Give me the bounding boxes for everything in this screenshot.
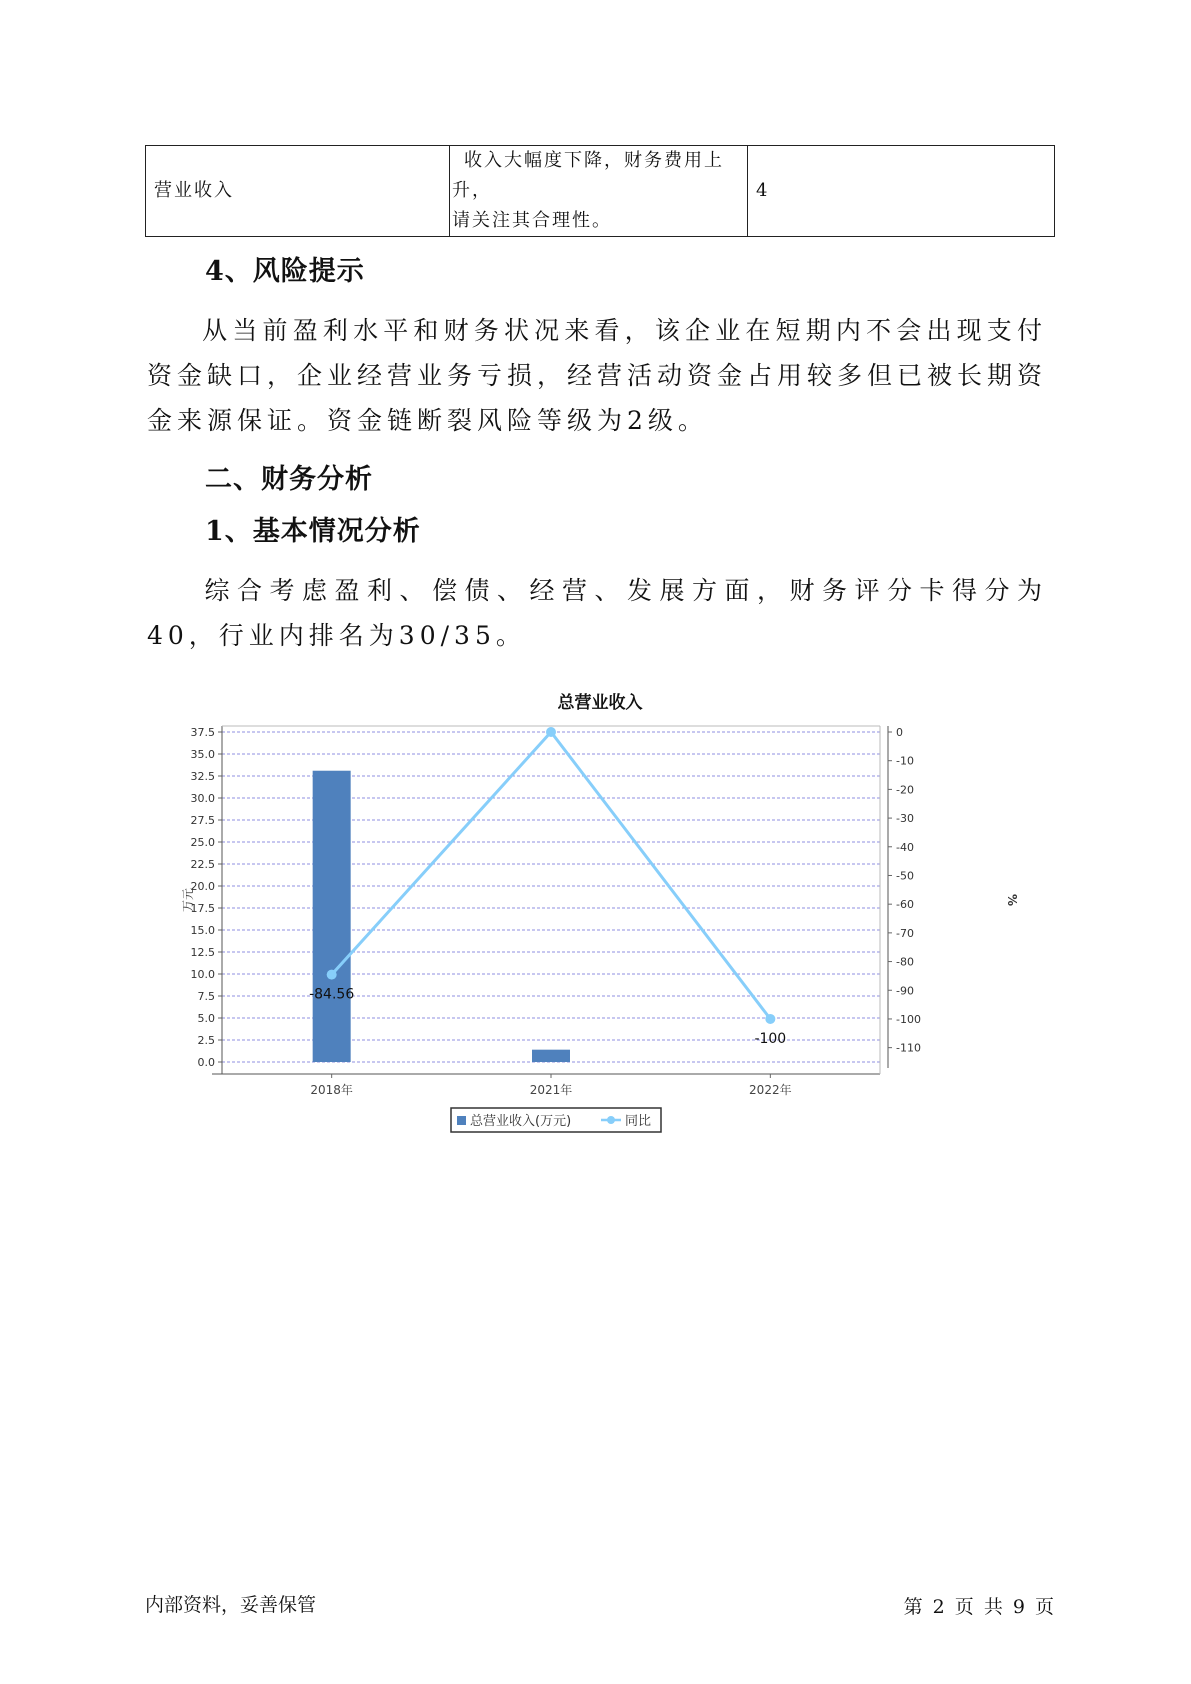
risk-paragraph-text: 从当前盈利水平和财务状况来看，该企业在短期内不会出现支付资金缺口，企业经营业务亏损，经营活动资金占用较多但已被长期资金来源保证。资金链断裂风险等级为2级。 <box>147 316 1048 435</box>
footer-page-number: 第 2 页 共 9 页 <box>903 1596 1056 1618</box>
table-cell-item: 营业收入 <box>146 146 450 237</box>
point-label: -100 <box>754 1030 787 1047</box>
y2-tick-label: -50 <box>896 869 914 883</box>
y-tick-label: 30.0 <box>190 792 215 805</box>
x-tick-label: 2022年 <box>749 1083 792 1097</box>
line-point <box>546 727 556 737</box>
point-label: -84.56 <box>309 986 355 1003</box>
chart-title: 总营业收入 <box>557 693 643 713</box>
bar-series <box>313 771 570 1062</box>
y-tick-label: 27.5 <box>190 814 215 827</box>
line-series <box>327 727 776 1024</box>
bar <box>532 1050 570 1062</box>
description-line-1: 收入大幅度下降，财务费用上升， <box>452 150 724 201</box>
y2-tick-label: -90 <box>896 984 914 998</box>
risk-heading: 4、风险提示 <box>205 256 365 287</box>
finance-paragraph-text: 综合考虑盈利、偿债、经营、发展方面，财务评分卡得分为40，行业内排名为30/35。 <box>147 576 1047 650</box>
risk-paragraph <box>147 308 1047 443</box>
revenue-chart <box>170 680 1030 1150</box>
line-point <box>327 970 337 980</box>
table-cell-score: 4 <box>748 146 1055 237</box>
y-tick-label: 5.0 <box>197 1012 215 1025</box>
finance-paragraph <box>147 568 1047 658</box>
description-line-2: 请关注其合理性。 <box>452 210 612 231</box>
y-tick-label: 20.0 <box>190 880 215 893</box>
y-tick-label: 22.5 <box>190 858 215 871</box>
y2-tick-label: -80 <box>896 955 914 969</box>
table-row <box>146 146 1055 237</box>
y-tick-label: 32.5 <box>190 770 215 783</box>
yoy-line <box>332 732 771 1019</box>
chart-legend <box>451 1108 661 1132</box>
y-tick-label: 37.5 <box>190 726 215 739</box>
basic-analysis-heading: 1、基本情况分析 <box>205 516 421 547</box>
footer-confidential: 内部资料，妥善保管 <box>145 1594 317 1616</box>
y-tick-label: 0.0 <box>197 1056 215 1069</box>
y2-tick-label: 0 <box>896 726 903 739</box>
bar <box>313 771 351 1062</box>
table-cell-description <box>450 146 748 237</box>
y-tick-label: 35.0 <box>190 748 215 761</box>
x-tick-label: 2018年 <box>310 1083 353 1097</box>
line-point <box>765 1014 775 1024</box>
y2-tick-label: -110 <box>896 1041 921 1055</box>
legend-line-label: 同比 <box>625 1114 652 1129</box>
y-axis-label: 万元 <box>181 887 195 913</box>
y-tick-label: 25.0 <box>190 836 215 849</box>
risk-table <box>145 145 1055 237</box>
y2-tick-label: -10 <box>896 754 914 768</box>
legend-line-marker <box>607 1116 615 1124</box>
legend-bar-label: 总营业收入(万元) <box>470 1114 572 1129</box>
y2-tick-label: -40 <box>896 840 914 854</box>
y2-tick-label: -20 <box>896 783 914 797</box>
y-tick-label: 15.0 <box>190 924 215 937</box>
y-tick-label: 17.5 <box>190 902 215 915</box>
legend-bar-swatch <box>457 1116 466 1125</box>
y2-tick-label: -60 <box>896 898 914 912</box>
finance-heading: 二、财务分析 <box>205 464 373 495</box>
y-tick-label: 7.5 <box>197 990 215 1003</box>
y2-axis-label: % <box>1005 893 1019 907</box>
chart-axes <box>191 726 921 1097</box>
y2-tick-label: -70 <box>896 926 914 940</box>
y2-tick-label: -100 <box>896 1012 921 1026</box>
y-tick-label: 10.0 <box>190 968 215 981</box>
x-tick-label: 2021年 <box>529 1083 573 1097</box>
y2-tick-label: -30 <box>896 812 914 826</box>
y-tick-label: 12.5 <box>190 946 215 959</box>
y-tick-label: 2.5 <box>197 1034 215 1047</box>
